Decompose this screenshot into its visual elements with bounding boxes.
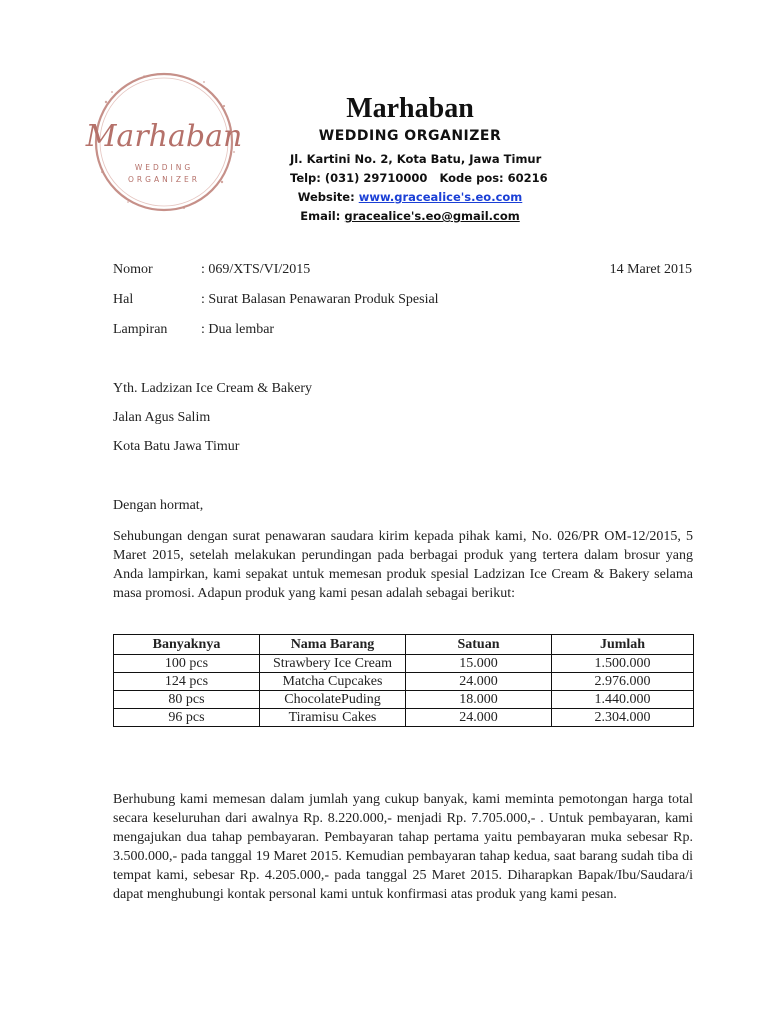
cell-item-name: Matcha Cupcakes (260, 673, 406, 691)
letterhead-contact (290, 150, 548, 226)
body-paragraph-2: Berhubung kami memesan dalam jumlah yang cukup banyak, kami meminta pemotongan harga total secara keseluruhan dari awalnya Rp. 8.220.000,- menjadi Rp. 7.705.000,- . Untuk pembayaran, kami mengajukan dua tahap pembayaran. Pembayaran tahap pertama yaitu pembayaran muka sebesar Rp. 3.500.000,- pada tanggal 19 Maret 2015. Kemudian pembayaran tahap kedua, saat barang sudah tiba di tempat kami, sebesar Rp. 4.205.000,- pada tanggal 25 Maret 2015. Diharapkan Bapak/Ibu/Saudara/i dapat menghubungi kontak personal kami untuk konfirmasi atas produk yang kami pesan. (113, 792, 693, 902)
website-label: Website: (297, 190, 359, 204)
cell-total: 2.304.000 (552, 709, 694, 727)
table-row (114, 691, 694, 709)
company-name: Marhaban (346, 93, 474, 124)
company-phone: Telp: (031) 29710000 (290, 171, 428, 185)
phone-postcode-line (290, 169, 548, 188)
cell-item-name: Tiramisu Cakes (260, 709, 406, 727)
nomor-value: : 069/XTS/VI/2015 (201, 262, 311, 277)
marhaban-logo (84, 62, 244, 222)
company-subtitle: WEDDING ORGANIZER (318, 128, 502, 144)
lampiran-value: : Dua lembar (201, 322, 275, 337)
nomor-label: Nomor (113, 262, 153, 277)
cell-quantity: 80 pcs (114, 691, 260, 709)
letterhead-brand (300, 92, 520, 144)
recipient-city: Kota Batu Jawa Timur (113, 439, 240, 454)
cell-quantity: 96 pcs (114, 709, 260, 727)
website-line (290, 188, 530, 207)
recipient-name: Yth. Ladzizan Ice Cream & Bakery (113, 381, 313, 396)
cell-total: 1.440.000 (552, 691, 694, 709)
table-row (114, 655, 694, 673)
table-row (114, 673, 694, 691)
cell-quantity: 100 pcs (114, 655, 260, 673)
cell-unit-price: 24.000 (406, 709, 552, 727)
order-table (113, 634, 694, 727)
website-link[interactable]: www.gracealice's.eo.com (358, 190, 523, 204)
header-satuan: Satuan (406, 635, 552, 655)
cell-quantity: 124 pcs (114, 673, 260, 691)
lampiran-label: Lampiran (113, 322, 168, 337)
email-link[interactable]: gracealice's.eo@gmail.com (344, 209, 520, 223)
table-header-row (114, 635, 694, 655)
company-address: Jl. Kartini No. 2, Kota Batu, Jawa Timur (290, 152, 542, 166)
letter-date: 14 Maret 2015 (609, 262, 692, 277)
email-line (290, 207, 530, 226)
logo-tagline-2: ORGANIZER (128, 175, 200, 184)
table-row (114, 709, 694, 727)
cell-item-name: ChocolatePuding (260, 691, 406, 709)
greeting: Dengan hormat, (113, 498, 204, 513)
body-paragraph-1: Sehubungan dengan surat penawaran saudara kirim kepada pihak kami, No. 026/PR OM-12/2015, 5 Maret 2015, setelah melakukan perundingan pada berbagai produk yang tertera dalam brosur yang Anda lampirkan, kami sepakat untuk memesan produk spesial Ladzizan Ice Cream & Bakery selama masa promosi. Adapun produk yang kami pesan adalah sebagai berikut: (113, 529, 693, 601)
logo-script-text: Marhaban (85, 119, 243, 154)
hal-value: : Surat Balasan Penawaran Produk Spesial (201, 292, 439, 307)
header-banyaknya: Banyaknya (114, 635, 260, 655)
cell-total: 2.976.000 (552, 673, 694, 691)
cell-unit-price: 18.000 (406, 691, 552, 709)
cell-unit-price: 24.000 (406, 673, 552, 691)
cell-total: 1.500.000 (552, 655, 694, 673)
email-label: Email: (300, 209, 345, 223)
cell-unit-price: 15.000 (406, 655, 552, 673)
cell-item-name: Strawbery Ice Cream (260, 655, 406, 673)
recipient-street: Jalan Agus Salim (113, 410, 211, 425)
logo-tagline-1: WEDDING (134, 163, 194, 172)
header-jumlah: Jumlah (552, 635, 694, 655)
company-postcode: Kode pos: 60216 (439, 171, 548, 185)
header-nama-barang: Nama Barang (260, 635, 406, 655)
hal-label: Hal (113, 292, 134, 307)
